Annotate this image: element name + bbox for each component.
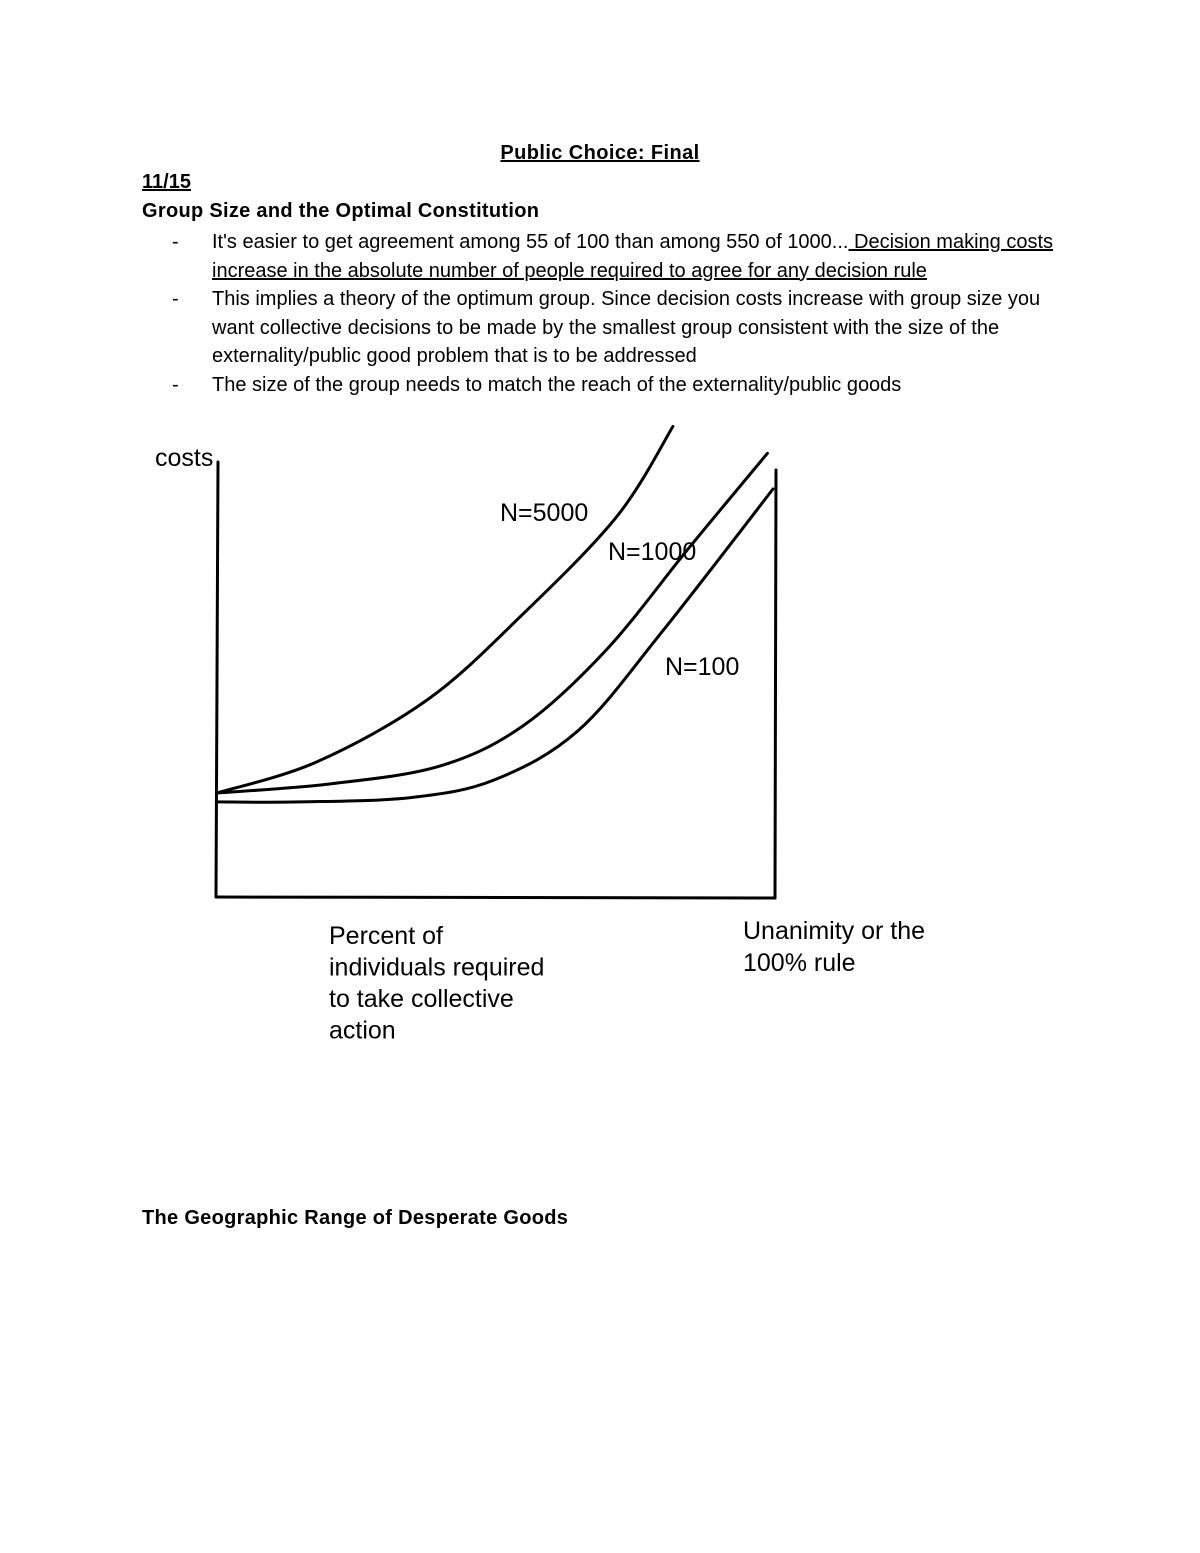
- section-heading: Group Size and the Optimal Constitution: [142, 200, 540, 222]
- unanimity-label-line: 100% rule: [743, 949, 856, 977]
- bullet-dash: -: [172, 373, 179, 396]
- bullet-text: The size of the group needs to match the reach of the externality/public goods: [212, 373, 902, 396]
- bullet-text: This implies a theory of the optimum group. Since decision costs increase with group size you want collective decisions to be made by the smallest group consistent with the size of the externality/public good problem that is to be addressed: [212, 288, 1041, 368]
- next-section-heading: The Geographic Range of Desperate Goods: [142, 1207, 569, 1229]
- curve-label-n100: N=100: [665, 653, 740, 681]
- y-axis-label: costs: [155, 444, 214, 472]
- page-title: Public Choice: Final: [500, 142, 700, 164]
- note-date: 11/15: [142, 171, 191, 193]
- x-axis-label-line: individuals required: [329, 953, 545, 982]
- curve-n1000: [217, 453, 767, 793]
- unanimity-line: [775, 470, 776, 898]
- curve-label-n5000: N=5000: [500, 499, 589, 527]
- x-axis-line: [216, 897, 775, 898]
- x-axis-label-line: Percent of: [329, 922, 443, 950]
- bullet-dash: -: [172, 288, 179, 311]
- x-axis-label-line: to take collective: [329, 985, 514, 1013]
- bullet-dash: -: [172, 231, 179, 253]
- bullet-underlined-text: Decision making costs increase in the absolute number of people required to agree for any decision rule: [212, 231, 1054, 282]
- unanimity-label-line: Unanimity or the: [743, 917, 926, 945]
- curve-n100: [217, 489, 773, 802]
- y-axis-line: [216, 462, 218, 897]
- bullet-text: It's easier to get agreement among 55 of 100 than among 550 of 1000...: [212, 231, 849, 253]
- x-axis-label-line: action: [329, 1016, 396, 1045]
- curve-label-n1000: N=1000: [608, 538, 697, 566]
- curve-n5000: [217, 427, 673, 794]
